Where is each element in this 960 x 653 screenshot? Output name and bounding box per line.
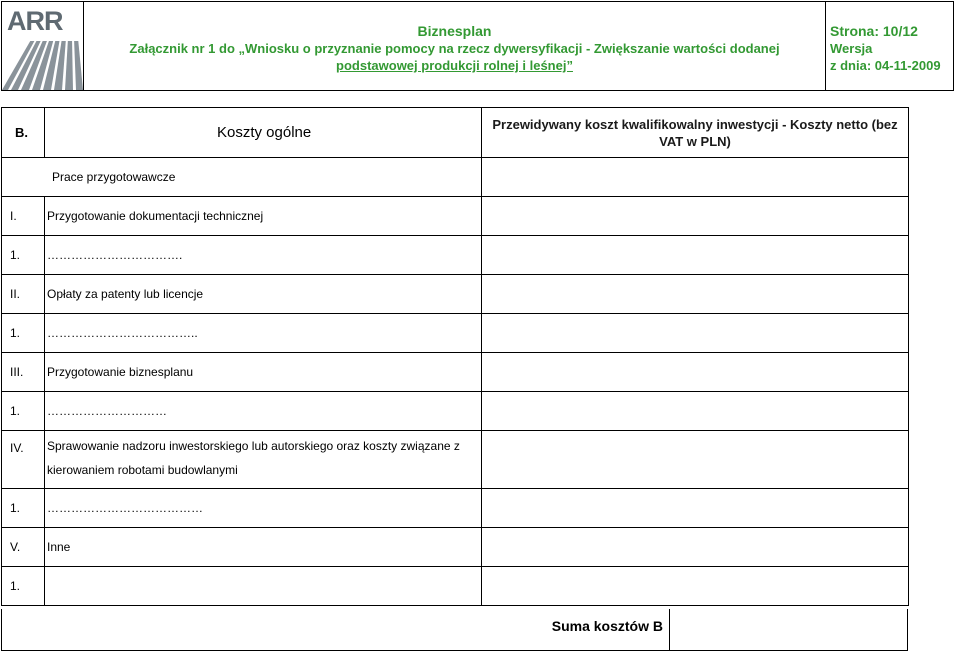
row-value-cell[interactable]: [482, 489, 909, 528]
row-label: ………………………………..: [45, 314, 482, 353]
section-letter: B.: [2, 108, 45, 158]
doc-subtitle-line1: Załącznik nr 1 do „Wniosku o przyznanie pomocy na rzecz dywersyfikacji - Zwiększanie wartości dodanej: [129, 41, 780, 56]
row-label: …………………………: [45, 392, 482, 431]
table-row: [2, 197, 909, 236]
table-row: [2, 392, 909, 431]
section-title: Koszty ogólne: [217, 124, 312, 141]
value-header: Przewidywany koszt kwalifikowalny inwestycji - Koszty netto (bez VAT w PLN): [482, 108, 909, 158]
row-number: 1.: [2, 489, 45, 528]
row-number: III.: [2, 353, 45, 392]
row-label: Przygotowanie dokumentacji technicznej: [45, 197, 482, 236]
sum-label-cell: [1, 609, 670, 651]
table-row: [2, 567, 909, 606]
row-value-cell[interactable]: [482, 314, 909, 353]
table-row: [2, 314, 909, 353]
document-header: [1, 1, 954, 91]
arr-logo: [2, 2, 84, 90]
row-number: 1.: [2, 392, 45, 431]
row-label: Inne: [45, 528, 482, 567]
row-label: …………………………………: [45, 489, 482, 528]
doc-subtitle-line2: podstawowej produkcji rolnej i leśnej”: [336, 58, 573, 73]
row-number: IV.: [2, 431, 45, 489]
row-value-cell[interactable]: [482, 353, 909, 392]
row-value-cell[interactable]: [482, 158, 909, 197]
version-date: z dnia: 04-11-2009: [830, 58, 941, 73]
row-value-cell[interactable]: [482, 197, 909, 236]
header-title-block: [84, 2, 826, 90]
row-value-cell[interactable]: [482, 567, 909, 606]
row-label: …………………………….: [45, 236, 482, 275]
row-label: Prace przygotowawcze: [2, 158, 482, 197]
page-number: Strona: 10/12: [830, 23, 918, 39]
header-meta-block: [826, 2, 953, 90]
row-number: I.: [2, 197, 45, 236]
row-label: [45, 567, 482, 606]
sum-row: [1, 609, 908, 651]
table-row: [2, 489, 909, 528]
row-value-cell[interactable]: [482, 528, 909, 567]
table-row: [2, 236, 909, 275]
row-value-cell[interactable]: [482, 392, 909, 431]
section-title-cell: [45, 108, 482, 158]
row-value-cell[interactable]: [482, 236, 909, 275]
row-label: Sprawowanie nadzoru inwestorskiego lub autorskiego oraz koszty związane z kierowaniem robotami budowlanymi: [45, 431, 482, 489]
row-number: 1.: [2, 567, 45, 606]
row-label: Opłaty za patenty lub licencje: [45, 275, 482, 314]
costs-table: [1, 107, 909, 606]
row-number: 1.: [2, 236, 45, 275]
table-row: [2, 275, 909, 314]
table-header-row: [2, 108, 909, 158]
row-number: V.: [2, 528, 45, 567]
row-value-cell[interactable]: [482, 431, 909, 489]
table-row: [2, 158, 909, 197]
sum-label: Suma kosztów B: [551, 618, 663, 634]
sum-value-cell[interactable]: [670, 609, 908, 651]
version-label: Wersja: [830, 41, 873, 56]
row-value-cell[interactable]: [482, 275, 909, 314]
table-row: [2, 353, 909, 392]
table-row: [2, 528, 909, 567]
doc-title: Biznesplan: [417, 23, 492, 39]
row-label: Przygotowanie biznesplanu: [45, 353, 482, 392]
table-row: [2, 431, 909, 489]
row-number: II.: [2, 275, 45, 314]
logo-text: ARR: [7, 6, 63, 36]
row-number: 1.: [2, 314, 45, 353]
